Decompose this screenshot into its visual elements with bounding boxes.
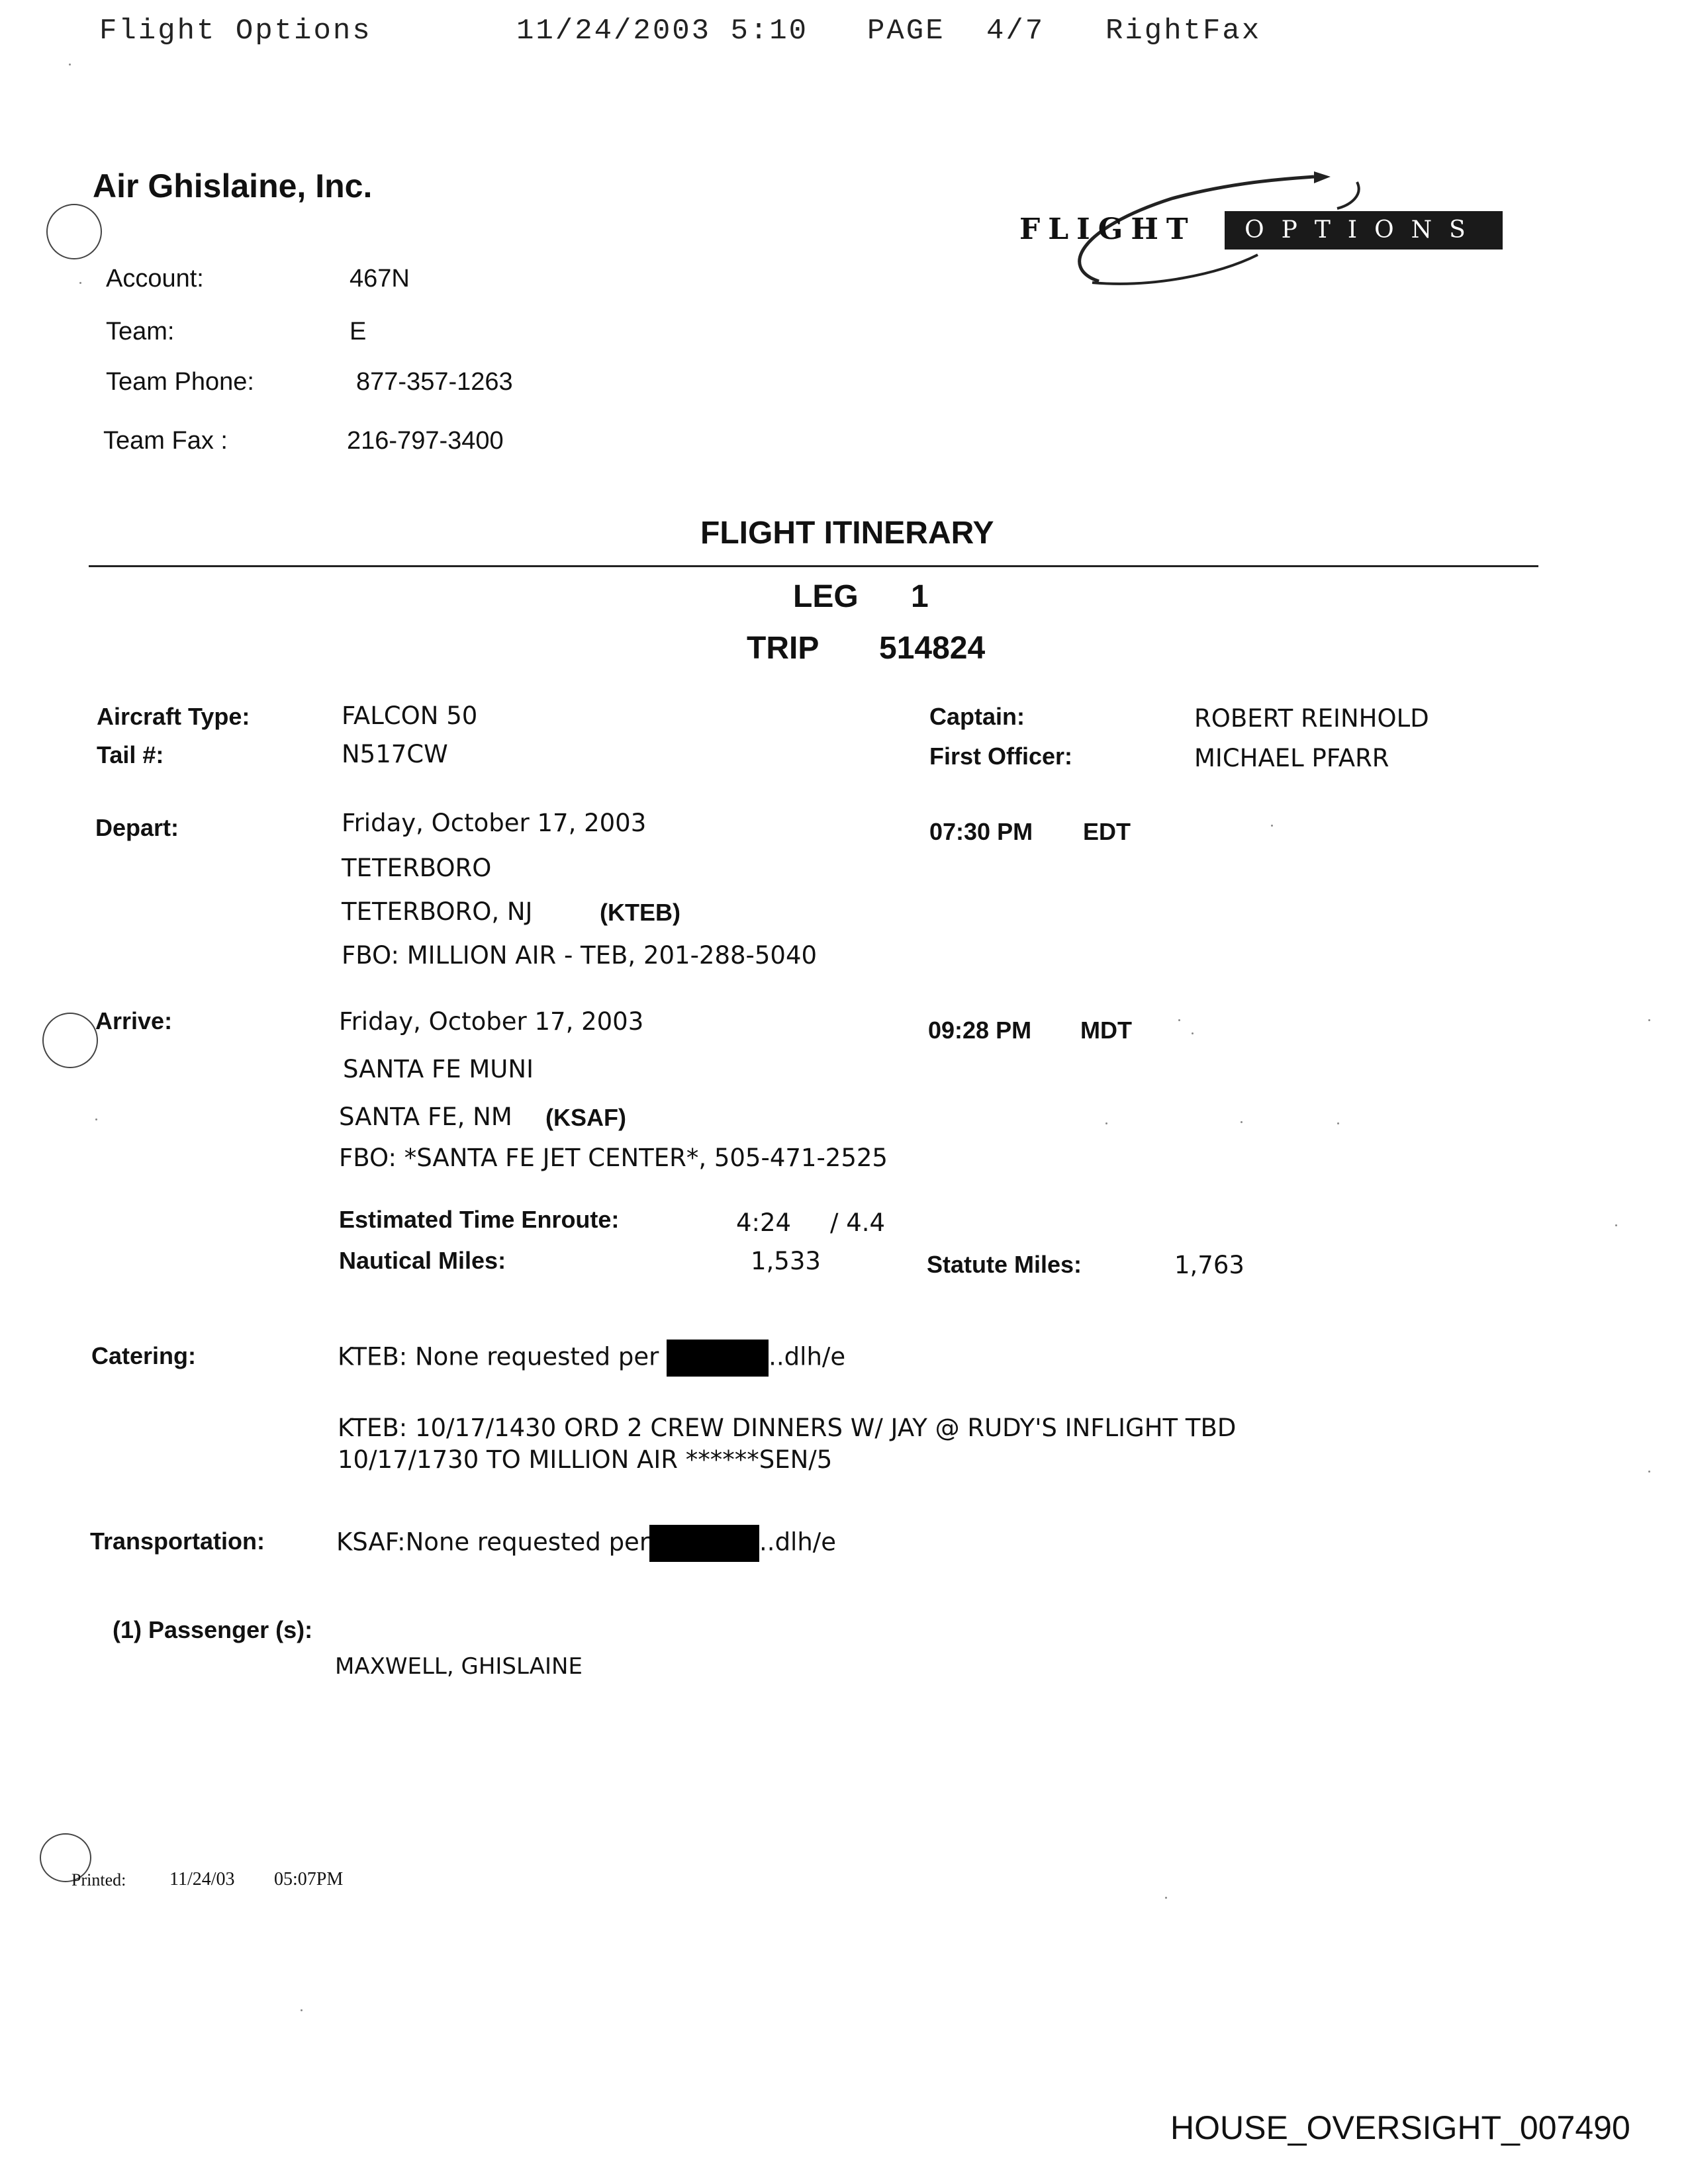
scan-speck (79, 282, 81, 284)
statute-miles-label: Statute Miles: (927, 1251, 1082, 1278)
team-fax-label: Team Fax : (103, 427, 228, 455)
redaction-box (649, 1525, 759, 1562)
scan-speck (1241, 1121, 1243, 1123)
bates-number: HOUSE_OVERSIGHT_007490 (1170, 2109, 1630, 2146)
team-phone-value: 877-357-1263 (356, 368, 513, 396)
arrive-code: (KSAF) (545, 1104, 626, 1131)
printed-date: 11/24/03 (169, 1869, 235, 1889)
hole-punch-middle (42, 1013, 98, 1068)
statute-miles-value: 1,763 (1174, 1251, 1244, 1279)
arrive-date: Friday, October 17, 2003 (339, 1007, 644, 1036)
fax-service: RightFax (1105, 15, 1262, 48)
trip-value: 514824 (879, 631, 986, 666)
scan-speck (301, 2009, 303, 2011)
scan-speck (1648, 1471, 1650, 1473)
depart-airport: TETERBORO (342, 854, 492, 882)
scan-speck (1192, 1032, 1194, 1034)
first-officer-label: First Officer: (929, 743, 1073, 770)
team-phone-label: Team Phone: (106, 368, 254, 396)
logo-word-options: OPTIONS (1225, 211, 1503, 250)
transportation-label: Transportation: (90, 1527, 265, 1555)
scan-speck (69, 64, 71, 66)
arrive-time: 09:28 PM (928, 1017, 1032, 1044)
title-rule (89, 565, 1538, 567)
tail-label: Tail #: (97, 741, 164, 768)
captain-label: Captain: (929, 703, 1025, 730)
redaction-box (667, 1340, 769, 1377)
arrive-city: SANTA FE, NM (339, 1103, 512, 1131)
trip-label: TRIP (747, 631, 820, 666)
flight-options-logo (1019, 169, 1523, 288)
leg-value: 1 (911, 579, 929, 614)
depart-fbo: FBO: MILLION AIR - TEB, 201-288-5040 (342, 941, 818, 970)
arrive-label: Arrive: (95, 1007, 173, 1034)
catering-line-1 (338, 1340, 845, 1377)
scan-speck (95, 1118, 97, 1120)
tail-value: N517CW (342, 740, 448, 768)
aircraft-type-value: FALCON 50 (342, 702, 478, 730)
catering-label: Catering: (91, 1342, 197, 1369)
nautical-miles-label: Nautical Miles: (339, 1247, 506, 1274)
catering-line-1-prefix: KTEB: None requested per (338, 1342, 659, 1371)
scan-speck (1178, 1019, 1180, 1021)
transportation-prefix: KSAF:None requested per (336, 1527, 650, 1557)
company-name: Air Ghislaine, Inc. (93, 167, 373, 205)
printed-label: Printed: (71, 1870, 126, 1889)
fax-page-label: PAGE (867, 15, 945, 48)
fax-sender: Flight Options (99, 15, 372, 48)
depart-city: TETERBORO, NJ (342, 897, 533, 926)
depart-date: Friday, October 17, 2003 (342, 809, 647, 837)
account-label: Account: (106, 265, 204, 293)
ete-decimal: / 4.4 (830, 1208, 886, 1237)
passengers-label: (1) Passenger (s): (113, 1616, 313, 1643)
captain-value: ROBERT REINHOLD (1194, 704, 1429, 733)
leg-label: LEG (793, 579, 859, 614)
first-officer-value: MICHAEL PFARR (1194, 744, 1389, 772)
logo-word-flight: FLIGHT (1019, 212, 1196, 246)
fax-datetime: 11/24/2003 5:10 (516, 15, 809, 48)
catering-line-2: KTEB: 10/17/1430 ORD 2 CREW DINNERS W/ JAY @ RUDY'S INFLIGHT TBD (338, 1414, 1237, 1442)
scan-speck (1337, 1122, 1339, 1124)
transportation-line (336, 1525, 836, 1562)
catering-line-1-suffix: ..dlh/e (769, 1342, 846, 1371)
scan-speck (1165, 1897, 1167, 1899)
depart-code: (KTEB) (600, 899, 680, 926)
team-fax-value: 216-797-3400 (347, 427, 504, 455)
depart-label: Depart: (95, 814, 179, 841)
scan-speck (1271, 825, 1273, 827)
passenger-name: MAXWELL, GHISLAINE (335, 1653, 583, 1680)
team-value: E (350, 318, 367, 345)
transportation-suffix: ..dlh/e (759, 1527, 837, 1557)
scan-speck (1615, 1224, 1617, 1226)
scan-speck (1105, 1122, 1107, 1124)
depart-time: 07:30 PM (929, 818, 1033, 845)
scan-speck (1648, 1019, 1650, 1021)
fax-page-number: 4/7 (986, 15, 1045, 48)
nautical-miles-value: 1,533 (751, 1247, 821, 1275)
ete-label: Estimated Time Enroute: (339, 1206, 620, 1233)
aircraft-type-label: Aircraft Type: (97, 703, 250, 730)
arrive-fbo: FBO: *SANTA FE JET CENTER*, 505-471-2525 (339, 1144, 888, 1172)
ete-value: 4:24 (736, 1208, 792, 1237)
arrive-airport: SANTA FE MUNI (343, 1055, 534, 1083)
catering-line-3: 10/17/1730 TO MILLION AIR ******SEN/5 (338, 1445, 833, 1474)
itinerary-title: FLIGHT ITINERARY (700, 516, 994, 551)
account-value: 467N (350, 265, 410, 293)
hole-punch-top (46, 204, 102, 259)
team-label: Team: (106, 318, 175, 345)
arrive-tz: MDT (1080, 1017, 1132, 1044)
depart-tz: EDT (1083, 818, 1131, 845)
printed-time: 05:07PM (274, 1869, 344, 1889)
